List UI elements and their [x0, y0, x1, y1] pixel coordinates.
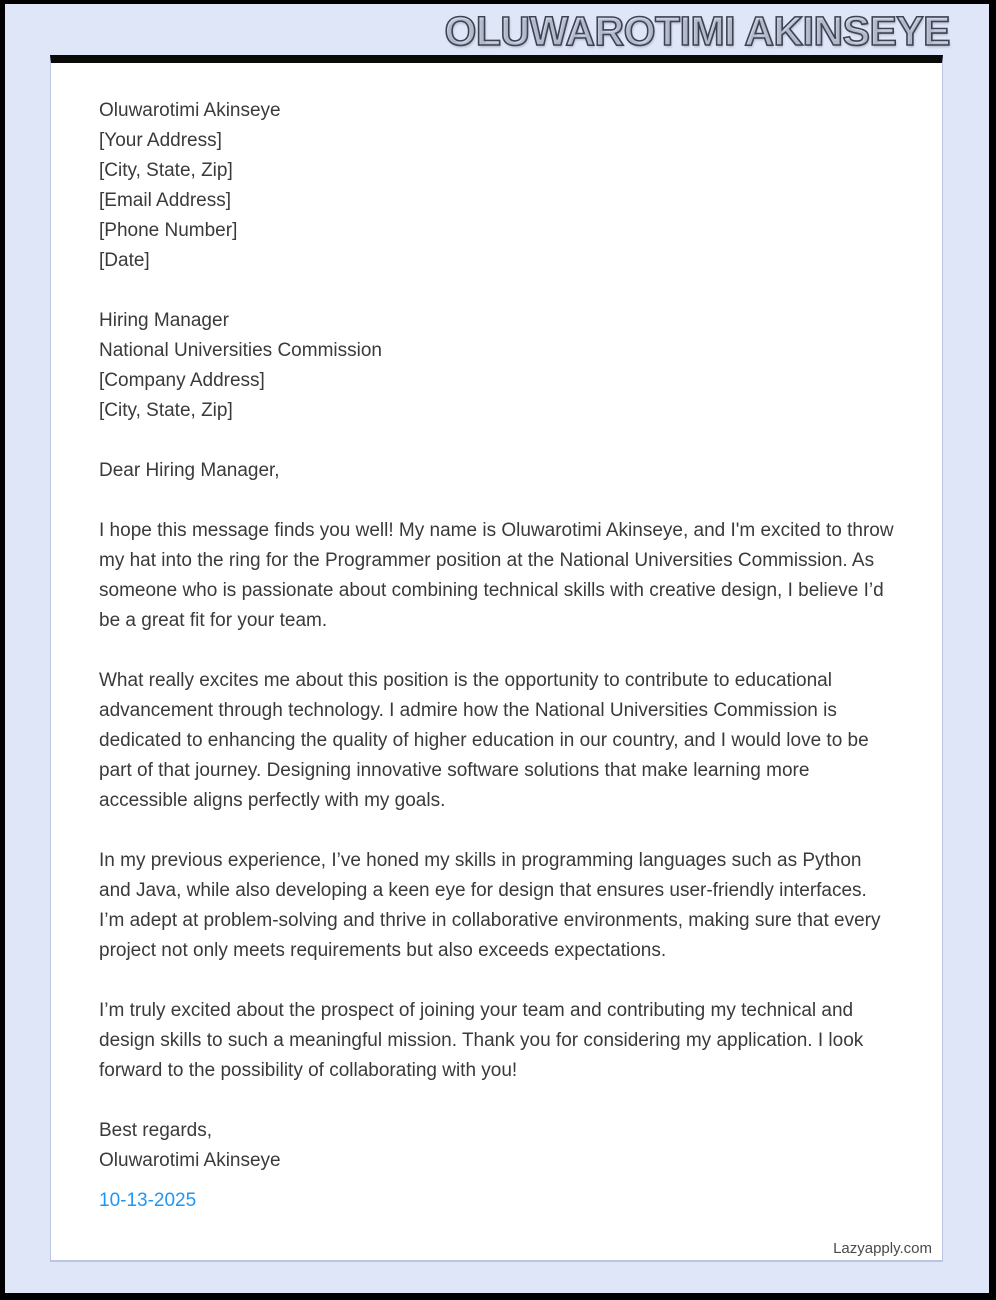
recipient-city-state-zip: [City, State, Zip]: [99, 400, 233, 421]
sender-city-state-zip: [City, State, Zip]: [99, 160, 233, 181]
salutation: Dear Hiring Manager,: [99, 460, 280, 481]
body-paragraph-3: In my previous experience, I’ve honed my skills in programming languages such as Python and Java, while also developing a keen eye for design that ensures user-friendly interfaces. I’m adept at problem-solving and thrive in collaborative environments, making sure that every project not only meets requirements but also exceeds expectations.: [99, 850, 881, 961]
body-paragraph-2: What really excites me about this position is the opportunity to contribute to educational advancement through technology. I admire how the National Universities Commission is dedicated to enhancing the quality of higher education in our country, and I would love to be part of that journey. Designing innovative software solutions that make learning more accessible aligns perfectly with my goals.: [99, 670, 869, 811]
letter-sheet: [50, 55, 943, 1262]
sender-phone: [Phone Number]: [99, 220, 238, 241]
body-paragraph-1: I hope this message finds you well! My name is Oluwarotimi Akinseye, and I'm excited to throw my hat into the ring for the Programmer position at the National Universities Commission. As someone who is passionate about combining technical skills with creative design, I believe I’d be a great fit for your team.: [99, 520, 894, 631]
recipient-address: [Company Address]: [99, 370, 265, 391]
closing-block: [99, 1116, 894, 1216]
sender-email: [Email Address]: [99, 190, 231, 211]
body-paragraph-4: I’m truly excited about the prospect of joining your team and contributing my technical and design skills to such a meaningful mission. Thank you for considering my application. I look forward to the possibility of collaborating with you!: [99, 1000, 864, 1081]
recipient-block: [99, 306, 894, 426]
closing-regards: Best regards,: [99, 1120, 212, 1141]
sender-date-placeholder: [Date]: [99, 250, 150, 271]
recipient-title: Hiring Manager: [99, 310, 229, 331]
sender-block: [99, 96, 894, 276]
recipient-company: National Universities Commission: [99, 340, 382, 361]
sender-name: Oluwarotimi Akinseye: [99, 100, 281, 121]
closing-signature: Oluwarotimi Akinseye: [99, 1150, 281, 1171]
lazyapply-watermark: Lazyapply.com: [833, 1240, 932, 1257]
sender-address: [Your Address]: [99, 130, 222, 151]
closing-date-link[interactable]: 10-13-2025: [99, 1190, 197, 1211]
header-name-title: OLUWAROTIMI AKINSEYE: [444, 8, 950, 54]
letter-document: [45, 55, 950, 1269]
letter-content: [99, 96, 894, 1216]
